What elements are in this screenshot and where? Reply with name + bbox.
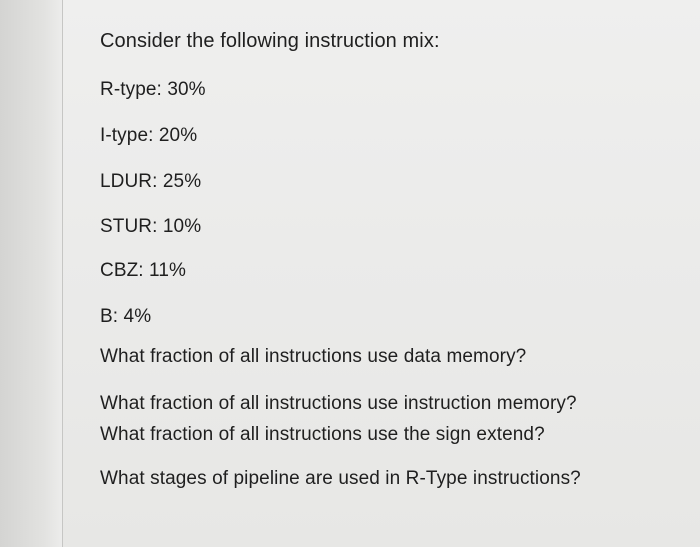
mix-item-r-type: R-type: 30% bbox=[100, 79, 206, 100]
left-margin bbox=[0, 0, 62, 547]
mix-item-cbz: CBZ: 11% bbox=[100, 260, 186, 281]
question-r-type-pipeline: What stages of pipeline are used in R-Type instructions? bbox=[100, 468, 581, 489]
mix-item-stur: STUR: 10% bbox=[100, 216, 202, 237]
mix-item-ldur: LDUR: 25% bbox=[100, 171, 202, 192]
mix-item-i-type: I-type: 20% bbox=[100, 125, 198, 146]
question-data-memory: What fraction of all instructions use data memory? bbox=[100, 346, 527, 367]
question-instruction-memory: What fraction of all instructions use instruction memory? bbox=[100, 393, 577, 414]
mix-item-b: B: 4% bbox=[100, 306, 152, 327]
intro-text: Consider the following instruction mix: bbox=[100, 30, 440, 52]
question-sign-extend: What fraction of all instructions use the sign extend? bbox=[100, 424, 545, 445]
